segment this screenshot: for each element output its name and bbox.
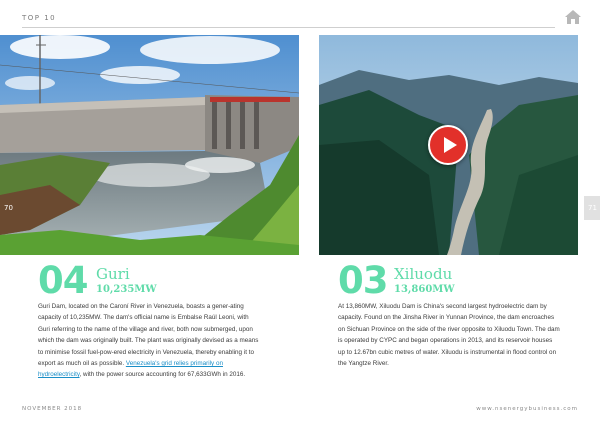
home-icon[interactable] xyxy=(564,9,582,25)
section-label: TOP 10 xyxy=(22,14,57,22)
hydroelectricity-link[interactable]: Venezuela's grid relies primarily on hydroelectricity xyxy=(38,360,223,379)
play-icon xyxy=(444,137,457,153)
dam-name: Xiluodu xyxy=(394,265,453,283)
dam-name: Guri xyxy=(96,265,130,283)
description-text-end: , with the power source accounting for 67,633GWh in 2016. xyxy=(79,371,246,379)
page-number-left: 70 xyxy=(4,204,13,212)
header-divider xyxy=(22,27,555,28)
guri-dam-photo xyxy=(0,35,299,255)
page-number-right: 71 xyxy=(588,204,597,212)
website-url[interactable]: www.nsenergybusiness.com xyxy=(476,406,578,412)
description-text: Guri Dam, located on the Caroní River in Venezuela, boasts a gener-ating capacity of 10,235MW. The dam's official name is Embalse Raúl Leoni, with Guri referring to the name of the village and river, both now submerged, upon which the dam was originally built. The plant was originally devised as a means to minimise fossil fuel-pow-ered electricity in Venezuela, thereby enabling it to export as much oil as possible. xyxy=(38,303,259,368)
dam-capacity: 10,235MW xyxy=(96,284,157,295)
rank-number: 03 xyxy=(338,259,388,302)
dam-capacity: 13,860MW xyxy=(394,284,455,295)
entry-description: At 13,860MW, Xiluodu Dam is China's second largest hydroelectric dam by capacity. Found on the Jinsha River in Yunnan Province, the dam encroaches on Sichuan Province on the side of the river opposite to Xiluodu Town. The dam is operated by CYPC and began operations in 2013, and its reservoir houses up to 12.67bn cubic metres of water. Xiluodu is instrumental in flood control on the Yangtze River. xyxy=(338,303,560,368)
rank-number: 04 xyxy=(38,259,88,302)
issue-date: NOVEMBER 2018 xyxy=(22,406,83,412)
entry-description xyxy=(38,301,260,381)
play-button[interactable] xyxy=(428,125,468,165)
